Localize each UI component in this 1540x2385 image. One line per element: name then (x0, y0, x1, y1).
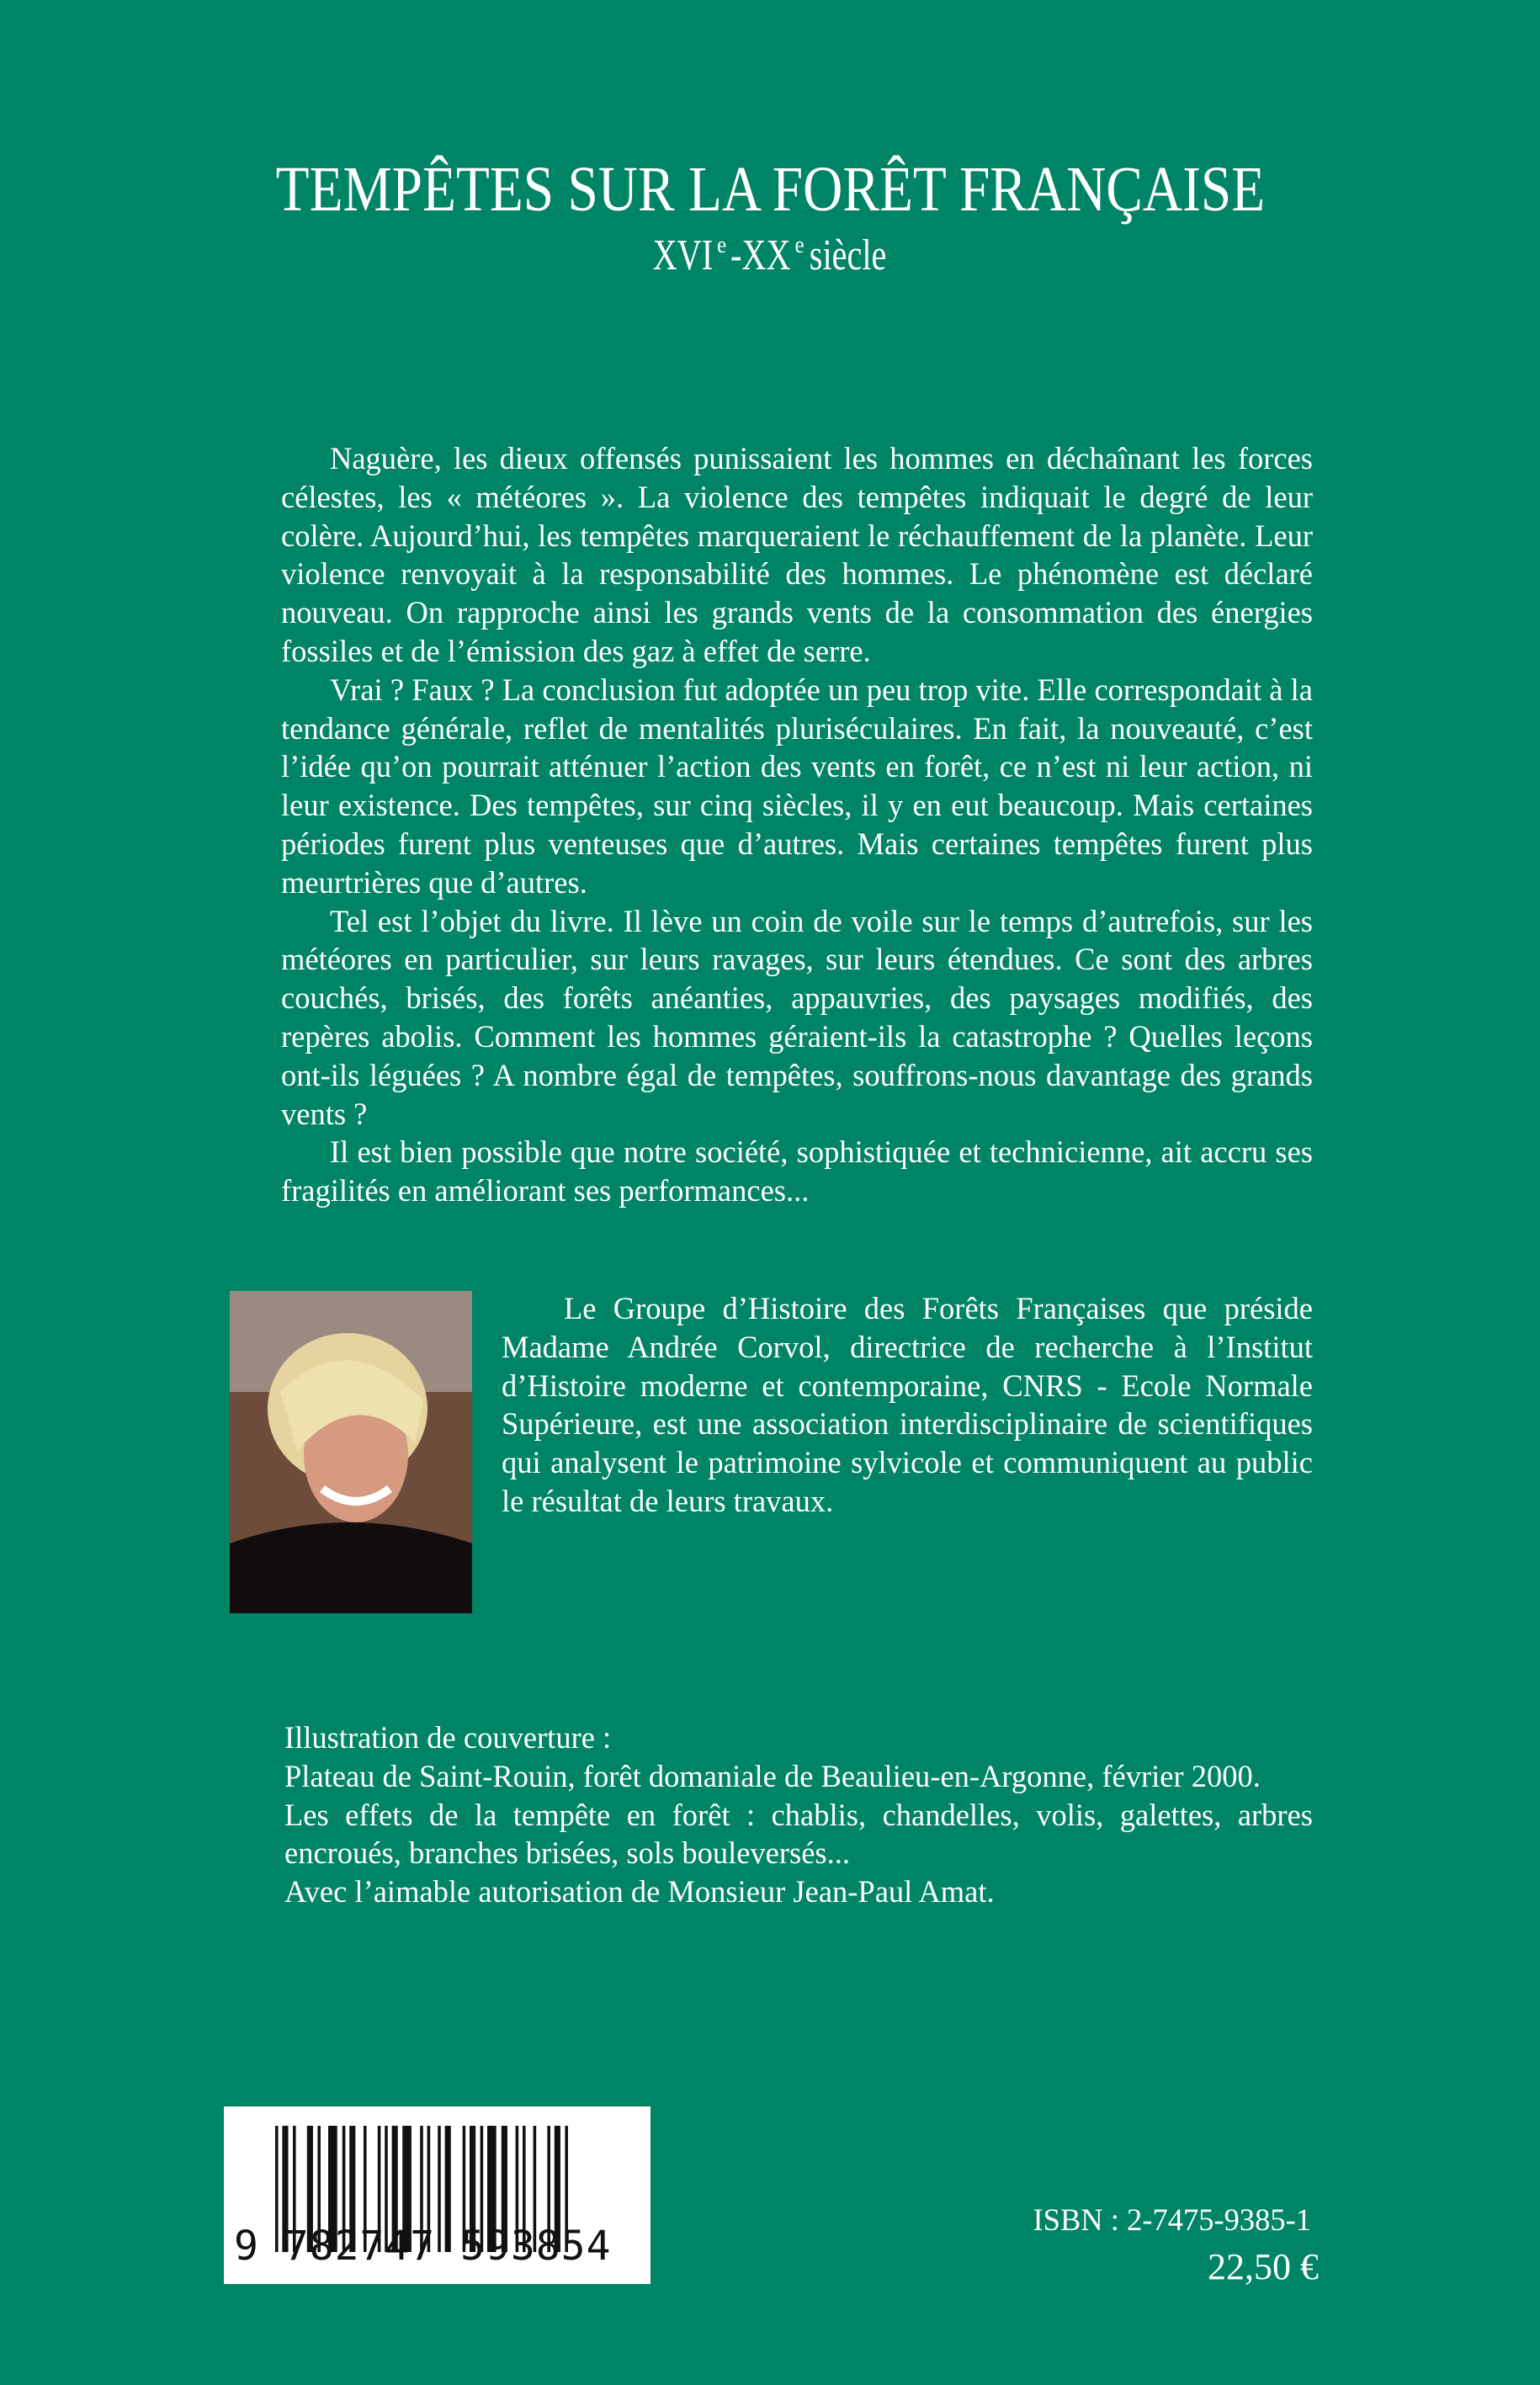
subtitle-mid: -XX (730, 231, 791, 279)
blurb (281, 439, 1313, 1210)
subtitle-sup-2: e (794, 231, 805, 258)
credit-line: Les effets de la tempête en forêt : chablis, chandelles, volis, galettes, arbres encroués, branches brisées, sols bouleversés... (284, 1797, 1313, 1871)
credit-line: Illustration de couverture : (284, 1720, 612, 1755)
book-subtitle (0, 229, 1540, 283)
subtitle-start: XVI (652, 231, 713, 279)
credit-line: Plateau de Saint-Rouin, forêt domaniale de Beaulieu-en-Argonne, février 2000. (284, 1758, 1261, 1793)
book-title (0, 151, 1540, 227)
blurb-paragraph: Vrai ? Faux ? La conclusion fut adoptée un peu trop vite. Elle correspondait à la tendance générale, reflet de mentalités pluriséculaires. En fait, la nouveauté, c’est l’idée qu’on pourrait atténuer l’action des vents en forêt, ce n’est ni leur action, ni leur existence. Des tempêtes, sur cinq siècles, il y en eut beaucoup. Mais certaines périodes furent plus venteuses que d’autres. Mais certaines tempêtes furent plus meurtrières que d’autres. (281, 672, 1313, 900)
blurb-paragraph: Il est bien possible que notre société, sophistiquée et technicienne, ait accru ses fragilités en améliorant ses performances... (281, 1134, 1313, 1208)
isbn: ISBN : 2-7475-9385-1 (1033, 2202, 1311, 2237)
barcode-number: 9 782747 593854 (234, 2223, 612, 2270)
credit-line: Avec l’aimable autorisation de Monsieur Jean-Paul Amat. (284, 1874, 995, 1910)
blurb-paragraph: Tel est l’objet du livre. Il lève un coin de voile sur le temps d’autrefois, sur les météores en particulier, sur leurs ravages, sur leurs étendues. Ce sont des arbres couchés, brisés, des forêts anéanties, appauvries, des paysages modifiés, des repères abolis. Comment les hommes géraient-ils la catastrophe ? Quelles leçons ont-ils léguées ? A nombre égal de tempêtes, souffrons-nous davantage des grands vents ? (281, 903, 1313, 1131)
barcode (224, 2106, 651, 2284)
title-text: TEMPÊTES SUR LA FORÊT FRANÇAISE (275, 154, 1265, 225)
portrait-image (230, 1291, 472, 1613)
author-photo (230, 1291, 472, 1613)
blurb-paragraph: Naguère, les dieux offensés punissaient les hommes en déchaînant les forces célestes, les « météores ». La violence des tempêtes indiquait le degré de leur colère. Aujourd’hui, les tempêtes marqueraient le réchauffement de la planète. Leur violence renvoyait à la responsabilité des hommes. Le phénomène est déclaré nouveau. On rapproche ainsi les grands vents de la consommation des énergies fossiles et de l’émission des gaz à effet de serre. (281, 441, 1313, 668)
subtitle-end: siècle (809, 231, 887, 279)
subtitle-text (648, 229, 891, 283)
cover-credits (284, 1718, 1313, 1911)
subtitle-sup-1: e (716, 231, 726, 258)
author-description: Le Groupe d’Histoire des Forêts Françaises que préside Madame Andrée Corvol, directrice de recherche à l’Institut d’Histoire moderne et contemporaine, CNRS - Ecole Normale Supérieure, est une association interdisciplinaire de scientifiques qui analysent le patrimoine sylvicole et communiquent au public le résultat de leurs travaux. (502, 1291, 1313, 1518)
price: 22,50 € (1208, 2246, 1319, 2287)
